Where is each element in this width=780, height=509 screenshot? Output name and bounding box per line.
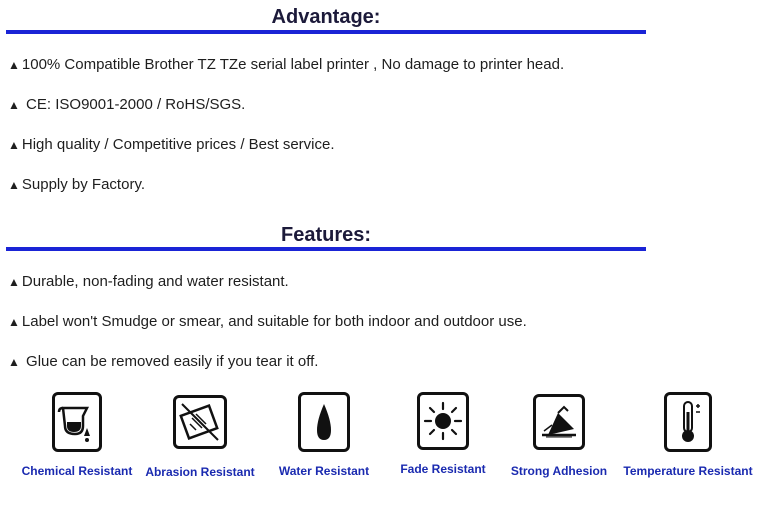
advantage-bullet-2: ▲ CE: ISO9001-2000 / RoHS/SGS. xyxy=(8,96,246,113)
abrasion-icon xyxy=(173,395,227,449)
icon-label: Temperature Resistant xyxy=(623,464,753,478)
water-drop-icon xyxy=(298,392,350,452)
feature-temperature-resistant xyxy=(618,392,758,492)
features-divider xyxy=(6,247,646,251)
bullet-triangle-icon: ▲ xyxy=(8,98,20,112)
feature-abrasion-resistant xyxy=(130,392,270,492)
icon-label: Abrasion Resistant xyxy=(145,465,255,479)
bullet-triangle-icon: ▲ xyxy=(8,138,20,152)
features-bullet-3: ▲ Glue can be removed easily if you tear it off. xyxy=(8,353,319,370)
icon-label: Water Resistant xyxy=(278,464,370,478)
icon-label: Fade Resistant xyxy=(400,462,486,476)
bullet-triangle-icon: ▲ xyxy=(8,355,20,369)
bullet-triangle-icon: ▲ xyxy=(8,58,20,72)
features-bullet-2: ▲ Label won't Smudge or smear, and suitable for both indoor and outdoor use. xyxy=(8,313,527,330)
bullet-triangle-icon: ▲ xyxy=(8,178,20,192)
features-title: Features: xyxy=(280,224,372,246)
advantage-bullet-1: ▲ 100% Compatible Brother TZ TZe serial label printer , No damage to printer head. xyxy=(8,56,565,73)
feature-chemical-resistant xyxy=(7,392,147,492)
bullet-triangle-icon: ▲ xyxy=(8,275,20,289)
adhesion-icon xyxy=(533,394,585,450)
icon-label: Strong Adhesion xyxy=(510,464,608,478)
bullet-triangle-icon: ▲ xyxy=(8,315,20,329)
sun-icon xyxy=(417,392,469,450)
chemical-flask-icon xyxy=(52,392,102,452)
icon-label: Chemical Resistant xyxy=(21,464,133,478)
advantage-bullet-4: ▲ Supply by Factory. xyxy=(8,176,145,193)
feature-strong-adhesion xyxy=(489,392,629,492)
advantage-divider xyxy=(6,30,646,34)
advantage-bullet-3: ▲ High quality / Competitive prices / Best service. xyxy=(8,136,335,153)
thermometer-icon xyxy=(664,392,712,452)
advantage-title: Advantage: xyxy=(271,6,381,28)
features-bullet-1: ▲ Durable, non-fading and water resistant. xyxy=(8,273,289,290)
